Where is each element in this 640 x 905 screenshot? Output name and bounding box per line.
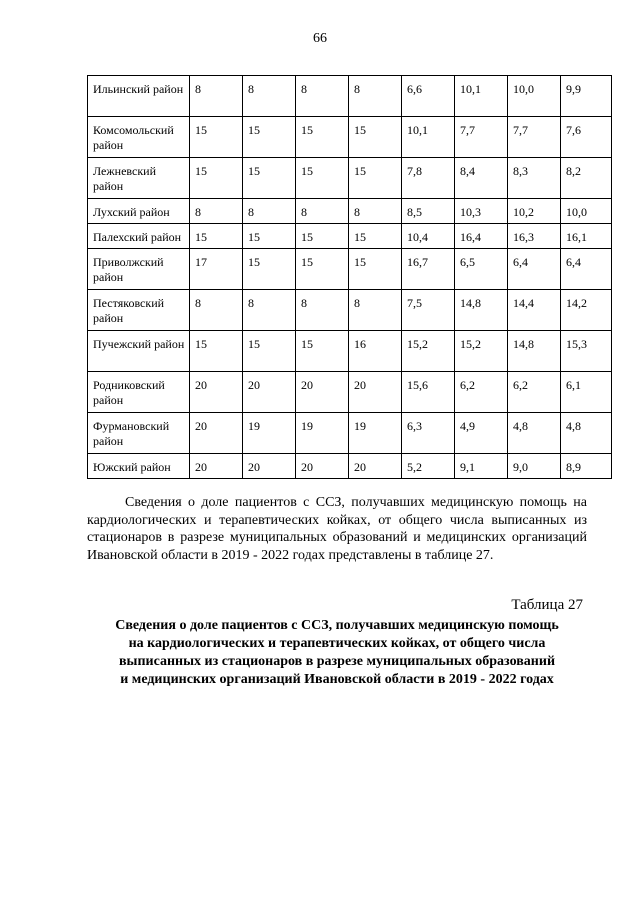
value-cell: 10,4 <box>402 224 455 249</box>
value-cell: 15 <box>296 331 349 372</box>
value-cell: 15 <box>296 249 349 290</box>
value-cell: 8 <box>243 199 296 224</box>
value-cell: 15 <box>296 117 349 158</box>
value-cell: 15 <box>296 224 349 249</box>
value-cell: 8 <box>349 199 402 224</box>
value-cell: 6,2 <box>455 372 508 413</box>
intro-paragraph: Сведения о доле пациентов с ССЗ, получавших медицинскую помощь на кардиологических и терапевтических койках, от общего числа выписанных из стационаров в разрезе муниципальных образований и медицинских организаций Ивановской области в 2019 - 2022 годах представлены в таблице 27. <box>87 495 587 563</box>
district-name-cell: Фурмановский район <box>88 413 190 454</box>
table-row <box>88 117 612 158</box>
value-cell: 4,9 <box>455 413 508 454</box>
value-cell: 14,4 <box>508 290 561 331</box>
district-name-cell: Лухский район <box>88 199 190 224</box>
table-row <box>88 290 612 331</box>
value-cell: 20 <box>296 454 349 479</box>
value-cell: 15 <box>296 158 349 199</box>
value-cell: 4,8 <box>508 413 561 454</box>
district-name-cell: Палехский район <box>88 224 190 249</box>
value-cell: 16,7 <box>402 249 455 290</box>
value-cell: 15 <box>190 224 243 249</box>
value-cell: 16 <box>349 331 402 372</box>
value-cell: 10,1 <box>402 117 455 158</box>
value-cell: 17 <box>190 249 243 290</box>
value-cell: 8 <box>296 290 349 331</box>
table-body <box>88 76 612 479</box>
district-name-cell: Южский район <box>88 454 190 479</box>
value-cell: 7,6 <box>561 117 612 158</box>
value-cell: 19 <box>243 413 296 454</box>
value-cell: 9,9 <box>561 76 612 117</box>
value-cell: 8,5 <box>402 199 455 224</box>
value-cell: 7,5 <box>402 290 455 331</box>
value-cell: 15 <box>190 117 243 158</box>
table-title-line: и медицинских организаций Ивановской области в 2019 - 2022 годах <box>120 672 554 687</box>
table-label: Таблица 27 <box>511 597 583 613</box>
value-cell: 20 <box>349 372 402 413</box>
value-cell: 15 <box>349 249 402 290</box>
value-cell: 5,2 <box>402 454 455 479</box>
value-cell: 8 <box>349 76 402 117</box>
value-cell: 8,4 <box>455 158 508 199</box>
value-cell: 15 <box>349 117 402 158</box>
value-cell: 15 <box>243 117 296 158</box>
value-cell: 15 <box>243 249 296 290</box>
table-row <box>88 158 612 199</box>
table-title-line: выписанных из стационаров в разрезе муниципальных образований <box>118 654 556 669</box>
value-cell: 15 <box>243 158 296 199</box>
value-cell: 14,2 <box>561 290 612 331</box>
district-name-cell: Приволжский район <box>88 249 190 290</box>
page-number: 66 <box>313 31 327 46</box>
value-cell: 20 <box>296 372 349 413</box>
value-cell: 8 <box>190 76 243 117</box>
value-cell: 6,1 <box>561 372 612 413</box>
value-cell: 10,1 <box>455 76 508 117</box>
table-title-line: на кардиологических и терапевтических койках, от общего числа <box>128 636 546 651</box>
value-cell: 15 <box>349 158 402 199</box>
value-cell: 10,0 <box>561 199 612 224</box>
value-cell: 14,8 <box>455 290 508 331</box>
value-cell: 10,2 <box>508 199 561 224</box>
table-row <box>88 413 612 454</box>
value-cell: 4,8 <box>561 413 612 454</box>
value-cell: 6,2 <box>508 372 561 413</box>
value-cell: 16,3 <box>508 224 561 249</box>
value-cell: 8 <box>349 290 402 331</box>
value-cell: 8 <box>243 76 296 117</box>
table-title-line: Сведения о доле пациентов с ССЗ, получавших медицинскую помощь <box>115 618 559 633</box>
value-cell: 15 <box>349 224 402 249</box>
district-name-cell: Родниковский район <box>88 372 190 413</box>
data-table <box>87 75 612 479</box>
value-cell: 15 <box>243 224 296 249</box>
table-row <box>88 199 612 224</box>
value-cell: 14,8 <box>508 331 561 372</box>
value-cell: 20 <box>349 454 402 479</box>
table-row <box>88 224 612 249</box>
table-row <box>88 331 612 372</box>
district-name-cell: Пестяковский район <box>88 290 190 331</box>
value-cell: 8 <box>243 290 296 331</box>
value-cell: 15 <box>190 158 243 199</box>
value-cell: 9,0 <box>508 454 561 479</box>
value-cell: 20 <box>243 372 296 413</box>
value-cell: 9,1 <box>455 454 508 479</box>
value-cell: 8 <box>190 199 243 224</box>
district-name-cell: Лежневский район <box>88 158 190 199</box>
value-cell: 8 <box>296 199 349 224</box>
table-row <box>88 76 612 117</box>
district-name-cell: Ильинский район <box>88 76 190 117</box>
value-cell: 19 <box>296 413 349 454</box>
value-cell: 8,3 <box>508 158 561 199</box>
value-cell: 15 <box>190 331 243 372</box>
value-cell: 6,4 <box>561 249 612 290</box>
value-cell: 7,7 <box>508 117 561 158</box>
value-cell: 15,3 <box>561 331 612 372</box>
value-cell: 20 <box>190 413 243 454</box>
table-row <box>88 249 612 290</box>
value-cell: 8 <box>296 76 349 117</box>
value-cell: 16,1 <box>561 224 612 249</box>
district-name-cell: Пучежский район <box>88 331 190 372</box>
value-cell: 15,2 <box>455 331 508 372</box>
value-cell: 7,8 <box>402 158 455 199</box>
value-cell: 6,4 <box>508 249 561 290</box>
value-cell: 8,9 <box>561 454 612 479</box>
table-row <box>88 372 612 413</box>
value-cell: 10,0 <box>508 76 561 117</box>
value-cell: 6,5 <box>455 249 508 290</box>
table-row <box>88 454 612 479</box>
value-cell: 16,4 <box>455 224 508 249</box>
value-cell: 15 <box>243 331 296 372</box>
value-cell: 8,2 <box>561 158 612 199</box>
value-cell: 20 <box>243 454 296 479</box>
value-cell: 8 <box>190 290 243 331</box>
value-cell: 10,3 <box>455 199 508 224</box>
value-cell: 15,6 <box>402 372 455 413</box>
value-cell: 19 <box>349 413 402 454</box>
value-cell: 20 <box>190 372 243 413</box>
value-cell: 7,7 <box>455 117 508 158</box>
table-title <box>87 617 587 689</box>
district-name-cell: Комсомольский район <box>88 117 190 158</box>
value-cell: 15,2 <box>402 331 455 372</box>
value-cell: 20 <box>190 454 243 479</box>
value-cell: 6,6 <box>402 76 455 117</box>
value-cell: 6,3 <box>402 413 455 454</box>
